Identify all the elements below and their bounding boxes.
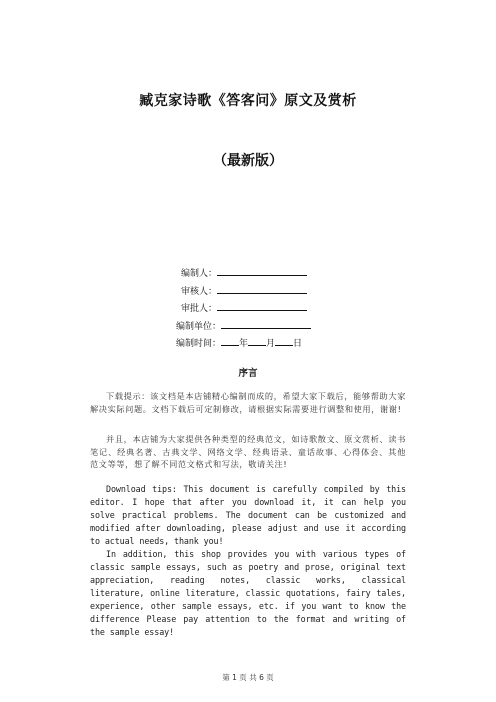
document-title: 臧克家诗歌《答客问》原文及赏析 [139,93,357,109]
compiler-label: 编制人： [181,269,218,279]
day-label: 日 [293,339,303,349]
approver-row [176,300,356,318]
time-label: 编制时间： [176,339,222,349]
compiler-field-line [217,265,307,276]
year-label: 年 [239,339,249,349]
month-field-line [248,335,266,346]
page-footer: 第 1 页 共 6 页 [222,673,274,682]
approver-label: 审批人： [181,304,218,314]
compiler-row [176,265,356,283]
unit-row [176,318,356,336]
month-label: 月 [266,339,276,349]
reviewer-row [176,283,356,301]
meta-block [176,265,356,353]
unit-label: 编制单位： [176,321,222,332]
day-field-line [275,335,293,346]
preface-heading: 序言 [238,368,258,379]
year-field-line [221,335,239,346]
paragraph-download-tips-cn: 下载提示：该文档是本店铺精心编制而成的，希望大家下载后，能够帮助大家解决实际问题。文档下载后可定制修改，请根据实际需要进行调整和使用，谢谢! [90,391,406,414]
paragraph-shop-info-en: In addition, this shop provides you with various types of classic sample essays, such as poetry and prose, original text appreciation, reading notes, classic works, classical literature, online literature, classic quotations, fairy tales, experience, other sample essays, etc. if you want to know the difference Please pay attention to the format and writing of the sample essay! [90,549,406,637]
reviewer-field-line [217,283,307,294]
time-row [176,335,356,353]
reviewer-label: 审核人： [181,286,218,297]
document-subtitle: （最新版） [213,153,283,169]
approver-field-line [217,300,307,311]
unit-field-line [221,318,311,329]
paragraph-shop-info-cn: 并且，本店铺为大家提供各种类型的经典范文，如诗歌散文、原文赏析、读书笔记、经典名著、古典文学、网络文学、经典语录、童话故事、心得体会、其他范文等等，想了解不同范文格式和写法，敬请关注! [90,434,406,469]
paragraph-download-tips-en: Download tips: This document is carefully compiled by this editor. I hope that after you download it, it can help you solve practical problems. The document can be customized and modified after downloading, please adjust and use it according to actual needs, thank you! [90,484,406,546]
